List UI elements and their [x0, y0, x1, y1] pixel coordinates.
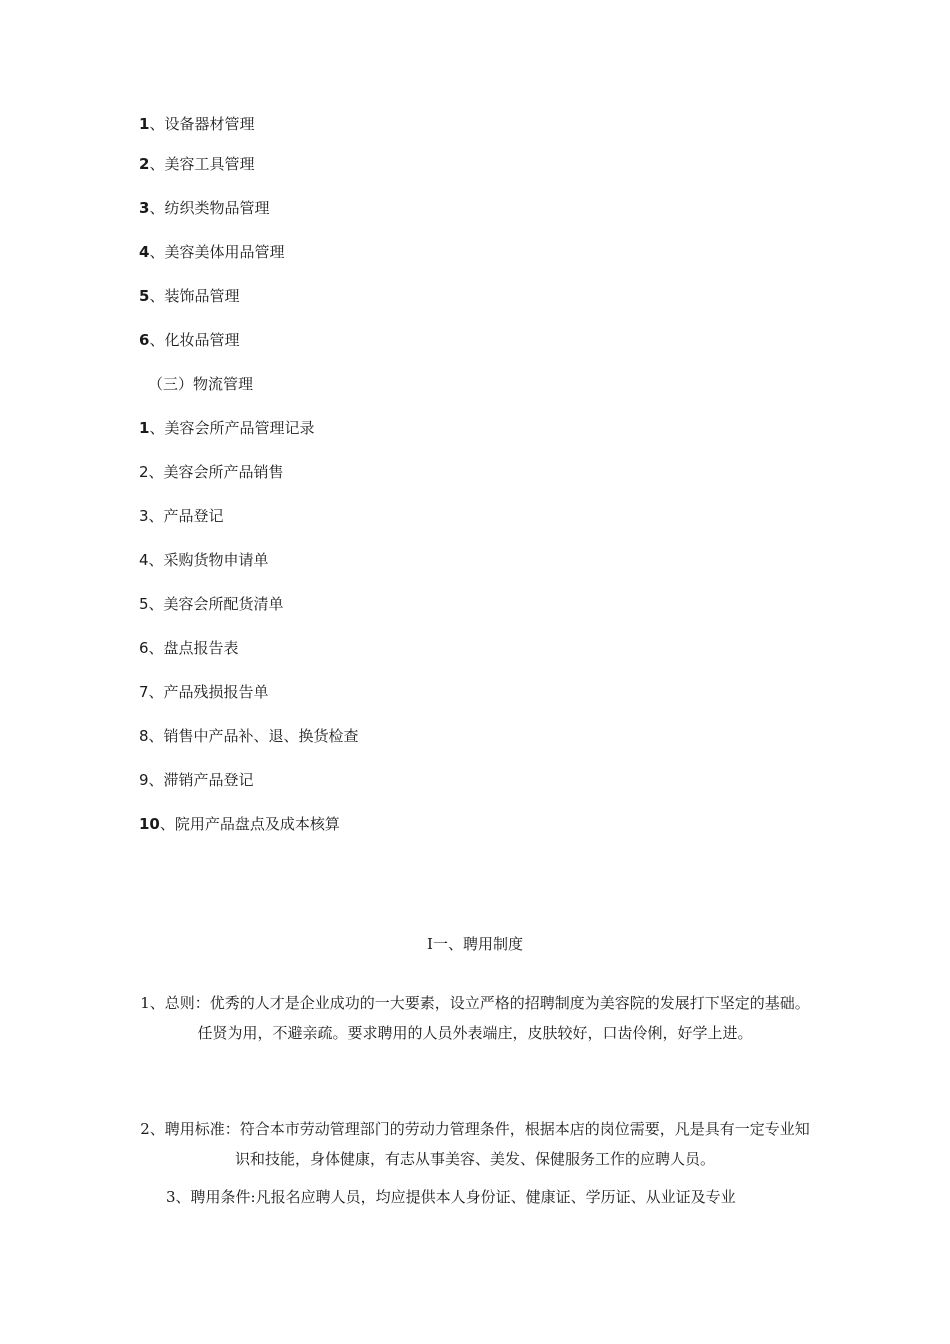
paragraph-conditions: 3、聘用条件:凡报名应聘人员，均应提供本人身份证、健康证、学历证、从业证及专业: [166, 1188, 736, 1206]
list-number: 4: [139, 551, 149, 569]
list-number: 1: [139, 419, 150, 437]
list-number: 2: [139, 463, 149, 481]
list-number: 6: [139, 639, 149, 657]
list-number: 9: [139, 771, 149, 789]
list-text: 、滞销产品登记: [148, 771, 254, 789]
list-item: [139, 638, 239, 658]
list-text: 、美容会所产品销售: [148, 463, 284, 481]
list-text: 、院用产品盘点及成本核算: [159, 815, 340, 833]
list-text: 、采购货物申请单: [148, 551, 269, 569]
list-item: [139, 550, 269, 570]
list-text: 、设备器材管理: [149, 115, 255, 133]
list-item: [139, 594, 284, 614]
list-text: 、美容会所产品管理记录: [149, 419, 315, 437]
list-item: [139, 330, 239, 350]
list-number: 3: [139, 199, 150, 217]
list-item: [139, 114, 254, 134]
list-number: 10: [139, 815, 160, 833]
section-title: （三）物流管理: [148, 375, 254, 393]
list-number: 2: [139, 155, 150, 173]
list-text: 、美容会所配货清单: [148, 595, 284, 613]
list-item: [139, 154, 254, 174]
list-item: [139, 726, 359, 746]
list-item: [139, 418, 314, 438]
list-number: 7: [139, 683, 149, 701]
list-item: [139, 242, 284, 262]
list-item: [139, 814, 340, 834]
chapter-heading: I一、聘用制度: [427, 935, 523, 953]
list-number: 5: [139, 595, 149, 613]
paragraph-standard: 2、聘用标准：符合本市劳动管理部门的劳动力管理条件，根据本店的岗位需要，凡是具有一定专业知识和技能，身体健康，有志从事美容、美发、保健服务工作的应聘人员。: [140, 1120, 810, 1168]
list-text: 、美容工具管理: [149, 155, 255, 173]
list-number: 6: [139, 331, 150, 349]
list-text: 、销售中产品补、退、换货检查: [148, 727, 359, 745]
list-item: [139, 286, 239, 306]
list-text: 、盘点报告表: [148, 639, 239, 657]
list-item: [139, 770, 254, 790]
list-number: 8: [139, 727, 149, 745]
list-text: 、化妆品管理: [149, 331, 240, 349]
list-item: [139, 462, 284, 482]
list-text: 、产品登记: [148, 507, 224, 525]
list-text: 、美容美体用品管理: [149, 243, 285, 261]
list-number: 5: [139, 287, 150, 305]
list-item: [139, 198, 269, 218]
list-text: 、纺织类物品管理: [149, 199, 270, 217]
list-item: [139, 506, 224, 526]
list-number: 1: [139, 115, 150, 133]
list-text: 、产品残损报告单: [148, 683, 269, 701]
list-text: 、装饰品管理: [149, 287, 240, 305]
paragraph-general: 1、总则：优秀的人才是企业成功的一大要素，设立严格的招聘制度为美容院的发展打下坚定的基础。任贤为用，不避亲疏。要求聘用的人员外表端庄，皮肤较好，口齿伶俐，好学上进。: [140, 994, 810, 1042]
list-number: 3: [139, 507, 149, 525]
list-item: [139, 682, 269, 702]
list-number: 4: [139, 243, 150, 261]
